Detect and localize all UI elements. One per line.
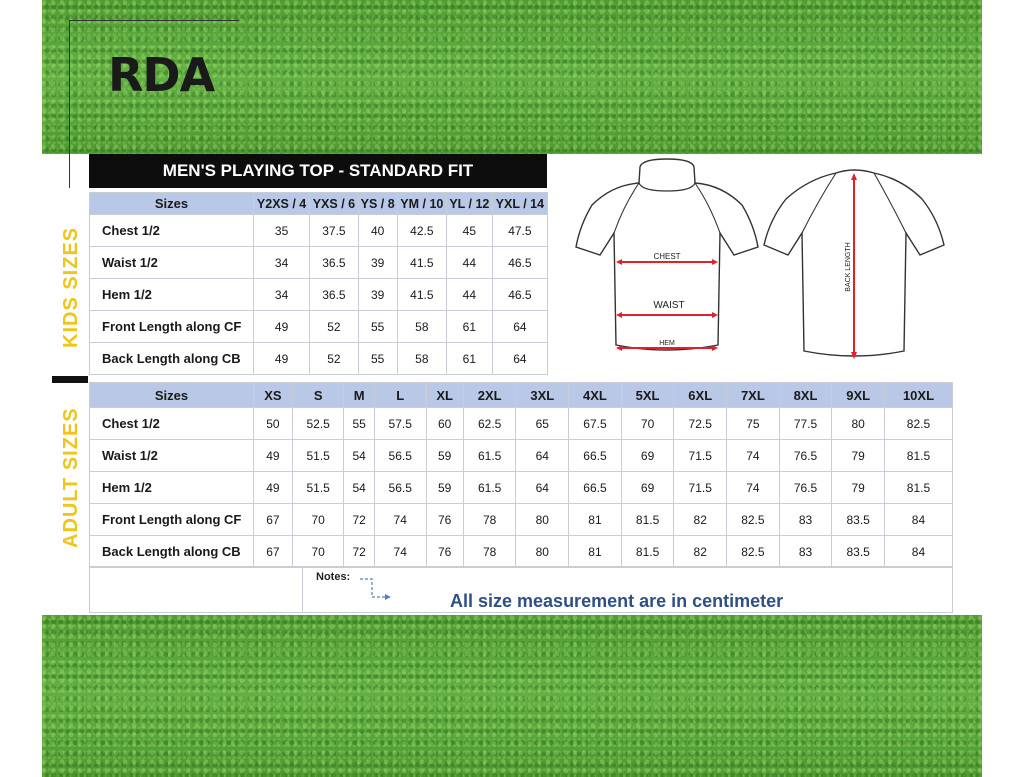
table-cell: 75 (727, 408, 780, 440)
table-cell: 45 (446, 215, 492, 247)
table-cell: 83 (779, 504, 832, 536)
table-cell: 81 (569, 504, 622, 536)
table-cell: 71.5 (674, 440, 727, 472)
table-header-row (90, 383, 953, 408)
table-cell: 49 (254, 472, 293, 504)
table-cell: 36.5 (310, 279, 358, 311)
size-header: M (344, 383, 374, 408)
measurement-label: Back Length along CB (90, 536, 254, 568)
table-cell: 67 (254, 504, 293, 536)
table-cell: 64 (516, 472, 569, 504)
table-cell: 82.5 (884, 408, 952, 440)
table-cell: 67 (254, 536, 293, 568)
table-cell: 84 (884, 536, 952, 568)
table-cell: 40 (358, 215, 397, 247)
table-row (90, 536, 953, 568)
table-cell: 52 (310, 311, 358, 343)
table-cell: 49 (254, 343, 310, 375)
table-cell: 64 (492, 343, 547, 375)
waist-label: WAIST (653, 300, 685, 311)
notes-divider (302, 567, 303, 612)
chart-title: MEN'S PLAYING TOP - STANDARD FIT (89, 154, 547, 188)
measurement-label: Hem 1/2 (90, 472, 254, 504)
table-cell: 39 (358, 247, 397, 279)
table-cell: 81.5 (884, 440, 952, 472)
table-cell: 65 (516, 408, 569, 440)
table-cell: 49 (254, 440, 293, 472)
table-cell: 80 (516, 504, 569, 536)
back-length-label: BACK LENGTH (845, 242, 852, 292)
table-cell: 61 (446, 311, 492, 343)
measurement-label: Hem 1/2 (90, 279, 254, 311)
table-cell: 52 (310, 343, 358, 375)
brand-logo: RDA (108, 48, 215, 102)
table-cell: 83.5 (832, 504, 885, 536)
table-cell: 61 (446, 343, 492, 375)
table-cell: 74 (374, 504, 426, 536)
notes-label: Notes: (316, 571, 351, 583)
table-cell: 77.5 (779, 408, 832, 440)
size-header: YM / 10 (397, 193, 446, 215)
table-cell: 76 (426, 536, 463, 568)
size-header: 3XL (516, 383, 569, 408)
adult-sizes-label: ADULT SIZES (60, 407, 82, 548)
adult-size-table (89, 382, 953, 568)
table-cell: 59 (426, 440, 463, 472)
size-header: 7XL (727, 383, 780, 408)
table-cell: 80 (516, 536, 569, 568)
measurement-label: Chest 1/2 (90, 408, 254, 440)
kids-size-table (89, 192, 548, 375)
table-cell: 57.5 (374, 408, 426, 440)
table-cell: 59 (426, 472, 463, 504)
table-cell: 66.5 (569, 472, 622, 504)
size-header: 8XL (779, 383, 832, 408)
hem-label: HEM (659, 340, 675, 347)
table-cell: 81.5 (884, 472, 952, 504)
table-cell: 51.5 (292, 440, 344, 472)
notes-box (89, 566, 953, 613)
chest-label: CHEST (653, 252, 681, 261)
table-cell: 70 (292, 504, 344, 536)
table-cell: 55 (358, 343, 397, 375)
table-cell: 42.5 (397, 215, 446, 247)
table-cell: 36.5 (310, 247, 358, 279)
table-cell: 70 (292, 536, 344, 568)
table-row (90, 472, 953, 504)
table-cell: 76.5 (779, 472, 832, 504)
table-cell: 61.5 (463, 440, 516, 472)
table-cell: 41.5 (397, 279, 446, 311)
size-header: 6XL (674, 383, 727, 408)
table-cell: 84 (884, 504, 952, 536)
size-header: YXS / 6 (310, 193, 358, 215)
table-cell: 79 (832, 472, 885, 504)
measurement-label: Chest 1/2 (90, 215, 254, 247)
table-cell: 71.5 (674, 472, 727, 504)
table-row (90, 215, 548, 247)
table-row (90, 343, 548, 375)
measurement-label: Front Length along CF (90, 311, 254, 343)
table-cell: 58 (397, 311, 446, 343)
table-row (90, 408, 953, 440)
size-header: 9XL (832, 383, 885, 408)
table-cell: 34 (254, 247, 310, 279)
table-cell: 69 (621, 440, 674, 472)
size-header: 2XL (463, 383, 516, 408)
table-cell: 80 (832, 408, 885, 440)
size-header: XL (426, 383, 463, 408)
size-header: YS / 8 (358, 193, 397, 215)
table-cell: 44 (446, 247, 492, 279)
measurement-label: Back Length along CB (90, 343, 254, 375)
logo-frame-line (69, 20, 239, 21)
table-cell: 66.5 (569, 440, 622, 472)
table-cell: 62.5 (463, 408, 516, 440)
table-cell: 82.5 (727, 504, 780, 536)
back-shirt-diagram (762, 165, 948, 365)
section-divider (52, 376, 88, 383)
table-cell: 76.5 (779, 440, 832, 472)
size-header: S (292, 383, 344, 408)
table-cell: 47.5 (492, 215, 547, 247)
size-header: XS (254, 383, 293, 408)
table-cell: 64 (516, 440, 569, 472)
table-cell: 51.5 (292, 472, 344, 504)
table-cell: 76 (426, 504, 463, 536)
size-header: YL / 12 (446, 193, 492, 215)
size-header: YXL / 14 (492, 193, 547, 215)
table-cell: 81.5 (621, 536, 674, 568)
table-cell: 58 (397, 343, 446, 375)
table-cell: 41.5 (397, 247, 446, 279)
table-cell: 83.5 (832, 536, 885, 568)
table-cell: 83 (779, 536, 832, 568)
measurement-label: Waist 1/2 (90, 247, 254, 279)
measurement-label: Front Length along CF (90, 504, 254, 536)
grass-background-bottom (42, 615, 982, 777)
table-cell: 60 (426, 408, 463, 440)
table-cell: 81 (569, 536, 622, 568)
table-header-row (90, 193, 548, 215)
size-header: Y2XS / 4 (254, 193, 310, 215)
table-cell: 54 (344, 472, 374, 504)
measurement-label: Waist 1/2 (90, 440, 254, 472)
table-cell: 64 (492, 311, 547, 343)
table-cell: 69 (621, 472, 674, 504)
table-cell: 74 (727, 440, 780, 472)
table-cell: 82 (674, 536, 727, 568)
table-cell: 46.5 (492, 279, 547, 311)
table-cell: 72 (344, 536, 374, 568)
front-shirt-diagram (572, 155, 762, 360)
sizes-header: Sizes (90, 193, 254, 215)
table-row (90, 247, 548, 279)
table-cell: 78 (463, 536, 516, 568)
table-cell: 78 (463, 504, 516, 536)
logo-frame-line (69, 20, 70, 188)
table-cell: 82 (674, 504, 727, 536)
kids-sizes-label: KIDS SIZES (60, 226, 82, 348)
table-cell: 67.5 (569, 408, 622, 440)
table-row (90, 279, 548, 311)
sizes-header: Sizes (90, 383, 254, 408)
table-cell: 52.5 (292, 408, 344, 440)
table-cell: 74 (374, 536, 426, 568)
size-header: 10XL (884, 383, 952, 408)
table-cell: 56.5 (374, 472, 426, 504)
size-header: 4XL (569, 383, 622, 408)
table-cell: 56.5 (374, 440, 426, 472)
notes-text: All size measurement are in centimeter (450, 591, 784, 611)
table-cell: 44 (446, 279, 492, 311)
table-cell: 54 (344, 440, 374, 472)
table-cell: 55 (358, 311, 397, 343)
table-cell: 82.5 (727, 536, 780, 568)
table-row (90, 440, 953, 472)
table-cell: 35 (254, 215, 310, 247)
table-cell: 55 (344, 408, 374, 440)
table-cell: 72.5 (674, 408, 727, 440)
size-header: L (374, 383, 426, 408)
table-row (90, 504, 953, 536)
table-cell: 46.5 (492, 247, 547, 279)
table-cell: 61.5 (463, 472, 516, 504)
arrow-icon (358, 577, 394, 603)
size-header: 5XL (621, 383, 674, 408)
table-cell: 50 (254, 408, 293, 440)
table-cell: 34 (254, 279, 310, 311)
table-row (90, 311, 548, 343)
table-cell: 39 (358, 279, 397, 311)
table-cell: 81.5 (621, 504, 674, 536)
table-cell: 37.5 (310, 215, 358, 247)
table-cell: 72 (344, 504, 374, 536)
table-cell: 70 (621, 408, 674, 440)
table-cell: 74 (727, 472, 780, 504)
table-cell: 79 (832, 440, 885, 472)
table-cell: 49 (254, 311, 310, 343)
